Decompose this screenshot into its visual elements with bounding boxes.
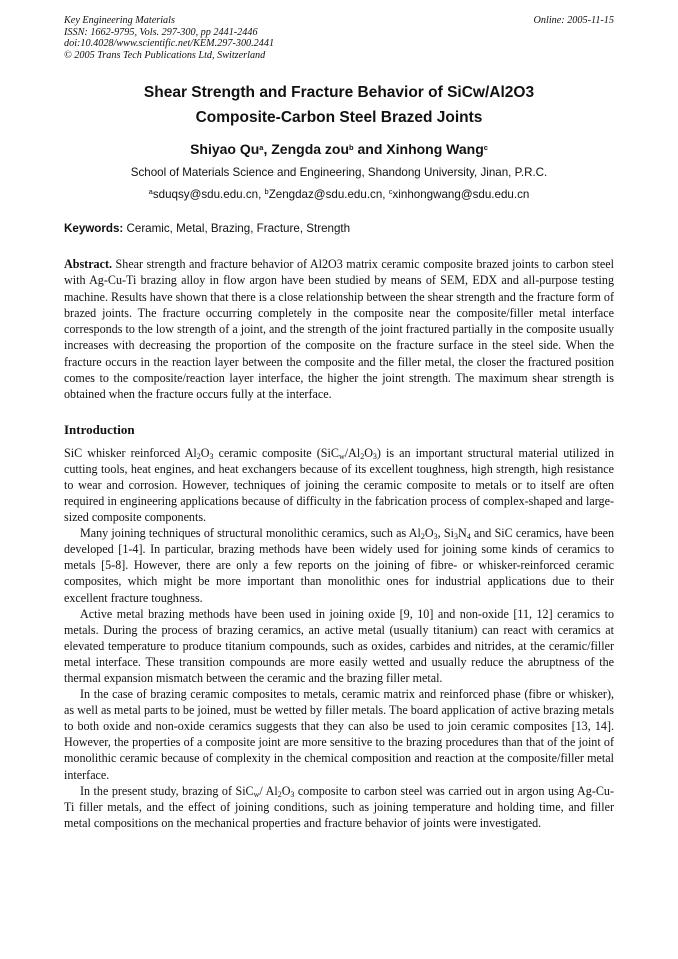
email-3-mark: c <box>388 187 393 196</box>
subscript: 4 <box>466 532 471 542</box>
text-run: In the present study, brazing of SiC <box>80 783 254 798</box>
abstract-label: Abstract. <box>64 257 113 271</box>
text-run: ) is an important structural material utilized in cutting tools, heat engines, and heat exchangers because of its excellent toughness, high strength, high resistance to wear and corrosion. However, techniques of joining the ceramic composite to metals or to itself are often required in engineering applications because of difficulty in the fabrication process of complex-shaped and large-sized composite components. <box>64 445 614 525</box>
email-3: xinhongwang@sdu.edu.cn <box>392 188 530 201</box>
affiliation: School of Materials Science and Engineering, Shandong University, Jinan, P.R.C. <box>130 166 548 179</box>
abstract-text: Shear strength and fracture behavior of Al2O3 matrix ceramic composite brazed joints to carbon steel with Ag-Cu-Ti brazing alloy in flow argon have been studied by means of SEM, EDX and all-purpose testing machine. Results have shown that there is a close relationship between the shear strength and the fracture form of brazed joints. The fracture occurring completely in the composite near the composite/filler metal interface corresponds to the low strength of a joint, and the strength of the joint fractured partially in the composite usually increases with decreasing the proportion of the composite on the fracture surface in the steel side. When the fracture occurs in the reaction layer between the composite and the filler metal, the closer the fractured position comes to the composite/reaction layer interface, the higher the joint strength. The maximum shear strength is obtained when the fracture occurs fully at the interface. <box>64 257 614 402</box>
keywords <box>64 221 614 236</box>
subscript: 2 <box>196 451 201 461</box>
intro-paragraph-4: In the case of brazing ceramic composites to metals, ceramic matrix and reinforced phase (fibre or whisker), as well as metal parts to be joined, must be wetted by filler metals. The board application of active brazing metals to both oxide and non-oxide ceramics suggests that they can also be used to join ceramic composites [13, 14]. However, the properties of a composite joint are more sensitive to the brazing procedures than that of the joint of monolithic ceramic because of complexity in the chemical composition and reaction at the composite/filler metal interface. <box>64 687 614 782</box>
section-heading-introduction: Introduction <box>64 421 135 437</box>
text-run: N <box>457 526 467 541</box>
paper-page <box>64 15 614 831</box>
text-run: ceramic composite (SiC <box>213 445 339 460</box>
subscript: 3 <box>433 532 438 542</box>
author-2-affil-mark: b <box>349 143 354 152</box>
author-3: Xinhong Wang <box>386 141 484 157</box>
author-3-affil-mark: c <box>483 143 488 152</box>
email-2-mark: b <box>264 187 269 196</box>
paper-title <box>64 80 614 130</box>
text-run: O <box>281 783 291 798</box>
subscript: w <box>338 451 345 461</box>
journal-issn: ISSN: 1662-9795, Vols. 297-300, pp 2441-2446 <box>64 26 258 38</box>
keywords-label: Keywords: <box>64 222 124 235</box>
journal-header <box>64 15 614 61</box>
journal-copyright: © 2005 Trans Tech Publications Ltd, Switzerland <box>64 49 266 61</box>
text-run: SiC whisker reinforced Al <box>64 445 197 460</box>
journal-doi: doi:10.4028/www.scientific.net/KEM.297-300.2441 <box>64 38 275 49</box>
author-separator: , <box>263 141 272 157</box>
subscript: 3 <box>453 532 458 542</box>
text-run: composite to carbon steel was carried out in argon using Ag-Cu-Ti filler metals, and the effect of joining conditions, such as joining temperature and holding time, and filler metal compositions on the mechanical properties and fracture behavior of joints were investigated. <box>64 783 614 830</box>
intro-paragraph-1 <box>64 445 614 525</box>
title-line-1: Shear Strength and Fracture Behavior of SiCw/Al2O3 <box>143 84 535 101</box>
subscript: 3 <box>209 451 214 461</box>
text-run: O <box>200 445 210 460</box>
text-run: Many joining techniques of structural monolithic ceramics, such as Al <box>80 526 421 541</box>
text-run: O <box>424 526 434 541</box>
text-run: , Si <box>437 526 454 541</box>
subscript: 2 <box>360 451 365 461</box>
author-list <box>64 140 614 158</box>
intro-paragraph-2 <box>64 525 614 605</box>
email-1-mark: a <box>148 187 153 196</box>
author-1-affil-mark: a <box>259 143 264 152</box>
subscript: 2 <box>277 789 282 799</box>
email-1: sduqsy@sdu.edu.cn, <box>152 188 265 201</box>
intro-paragraph-5 <box>64 783 614 831</box>
online-date: Online: 2005-11-15 <box>533 15 614 26</box>
author-2: Zengda zou <box>271 141 350 157</box>
author-1: Shiyao Qu <box>190 141 260 157</box>
email-2: Zengdaz@sdu.edu.cn, <box>268 188 389 201</box>
text-run: and SiC ceramics, have been developed [1-4]. In particular, brazing methods have been widely used for joining some kinds of ceramics to metals [5-8]. However, there are only a few reports on the joining of fibre- or whisker-reinforced ceramic composites, which might be more important than monolithic ones for industrial applications due to their excellent fracture toughness. <box>64 526 614 605</box>
keywords-text: Ceramic, Metal, Brazing, Fracture, Strength <box>123 222 351 235</box>
subscript: 2 <box>420 532 425 542</box>
author-emails <box>64 187 614 202</box>
subscript: 3 <box>290 789 295 799</box>
text-run: O <box>364 445 373 460</box>
subscript: w <box>253 789 260 799</box>
abstract <box>64 256 614 403</box>
text-run: /Al <box>344 445 361 460</box>
subscript: 3 <box>372 451 377 461</box>
intro-paragraph-3: Active metal brazing methods have been used in joining oxide [9, 10] and non-oxide [11, 12] ceramics to metals. During the process of brazing ceramics, an active metal (usually titanium) can react with ceramics at elevated temperature to produce titanium compounds, such as oxides, carbides and nitrides, at the ceramic/filler metal interface. These transition compounds are more easily wetted and usually reduce the abruptness of the thermal expansion mismatch between the ceramic and the brazing filler metal. <box>64 606 614 685</box>
title-line-2: Composite-Carbon Steel Brazed Joints <box>195 109 483 126</box>
journal-name: Key Engineering Materials <box>64 15 175 26</box>
author-separator: and <box>353 141 387 157</box>
text-run: / Al <box>259 783 278 798</box>
